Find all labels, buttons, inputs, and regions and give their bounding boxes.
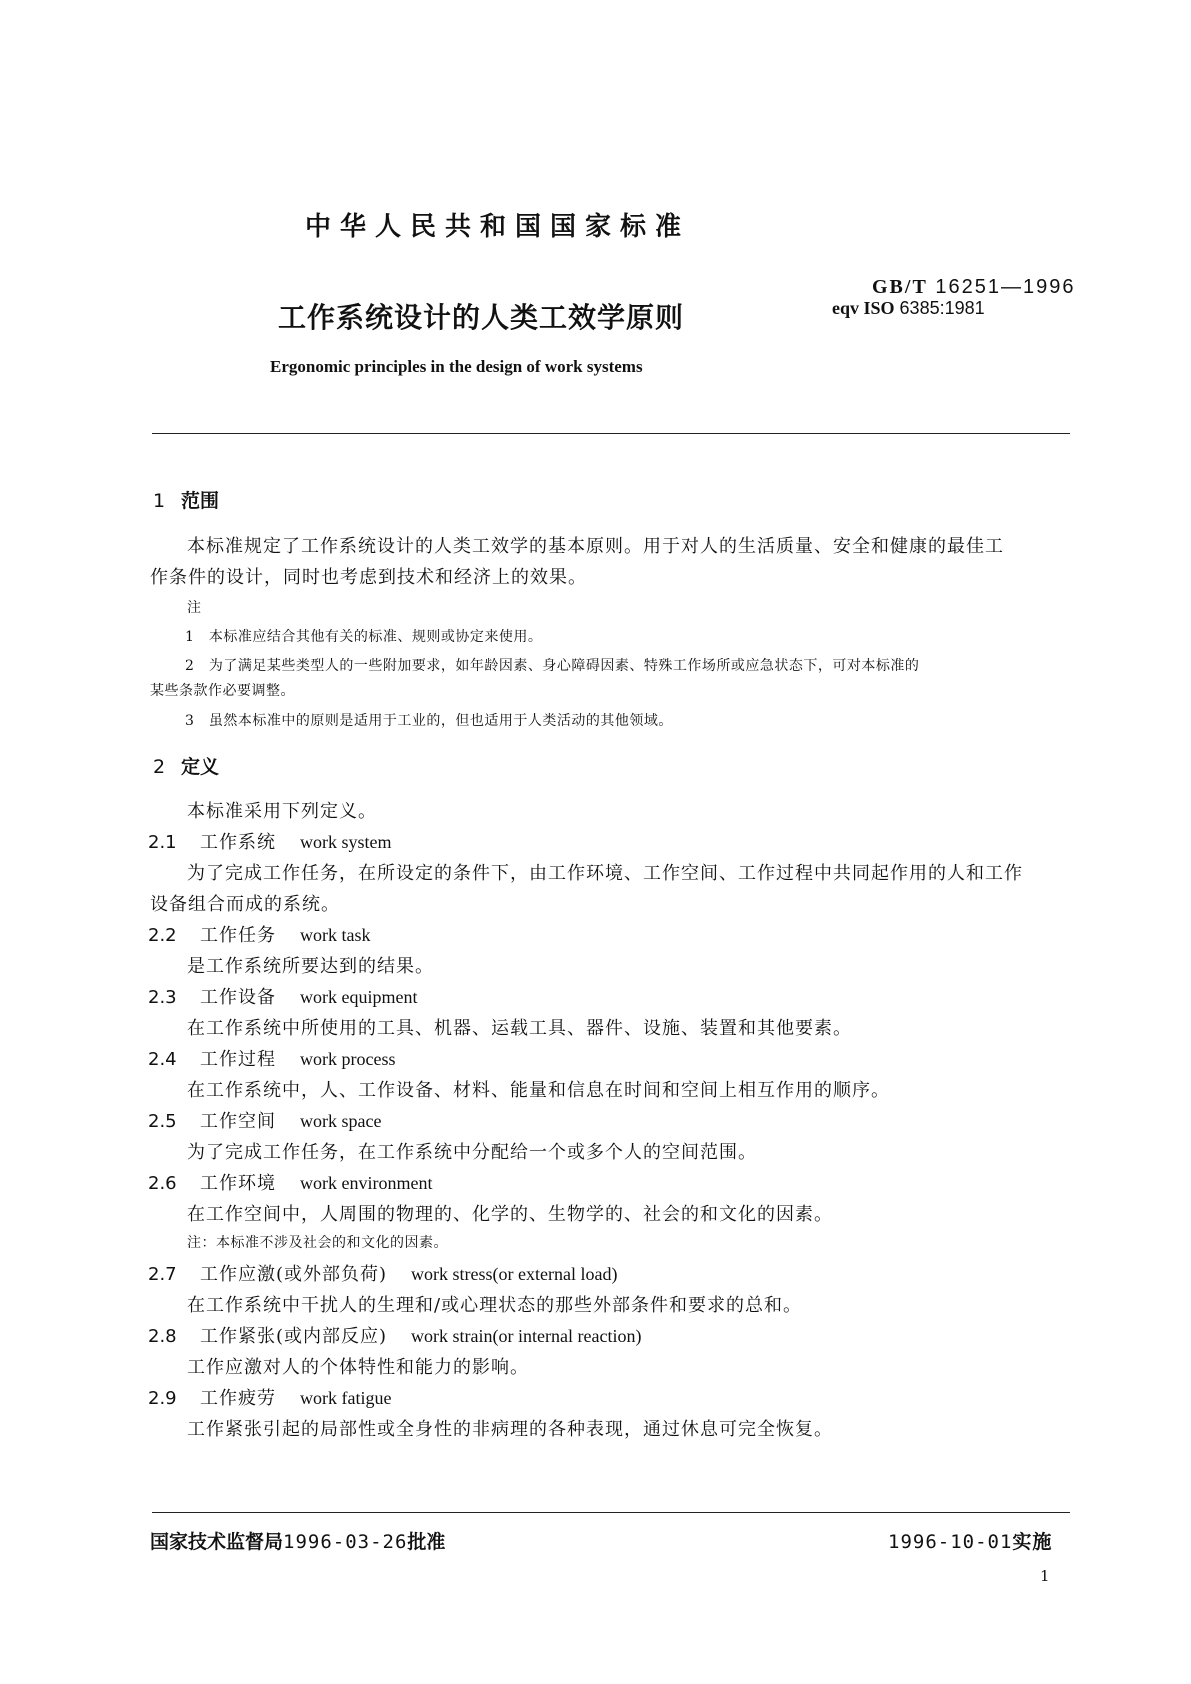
definition-note: 注：本标准不涉及社会的和文化的因素。 bbox=[187, 1235, 448, 1251]
definition-number: 2.9 bbox=[148, 1388, 177, 1409]
definition-term-zh: 工作系统 bbox=[200, 832, 276, 853]
definition-term bbox=[148, 983, 417, 1009]
definition-text: 设备组合而成的系统。 bbox=[150, 894, 340, 915]
definition-term-en: work environment bbox=[300, 1173, 433, 1193]
scope-paragraph-line: 本标准规定了工作系统设计的人类工效学的基本原则。用于对人的生活质量、安全和健康的最佳工 bbox=[187, 536, 1004, 557]
definition-term-zh: 工作应激(或外部负荷) bbox=[200, 1264, 388, 1285]
definition-term bbox=[148, 1107, 381, 1133]
note-item-continued: 某些条款作必要调整。 bbox=[150, 683, 295, 699]
equivalent-standard bbox=[832, 298, 985, 319]
approval-organization: 国家技术监督局 bbox=[150, 1531, 284, 1553]
definition-term-zh: 工作环境 bbox=[200, 1173, 276, 1194]
definition-number: 2.1 bbox=[148, 832, 177, 853]
definition-term bbox=[148, 1384, 391, 1410]
definition-term bbox=[148, 1260, 617, 1286]
standard-number bbox=[872, 276, 1075, 299]
definition-term-zh: 工作任务 bbox=[200, 925, 276, 946]
definition-term-zh: 工作空间 bbox=[200, 1111, 276, 1132]
section-1-heading bbox=[153, 486, 219, 513]
section-title: 定义 bbox=[181, 756, 220, 778]
scope-paragraph-line: 作条件的设计，同时也考虑到技术和经济上的效果。 bbox=[150, 567, 587, 588]
definition-term bbox=[148, 921, 371, 947]
national-standard-heading: 中华人民共和国国家标准 bbox=[305, 212, 691, 242]
implementation-label: 实施 bbox=[1012, 1531, 1053, 1553]
definition-term-en: work system bbox=[300, 832, 392, 852]
definition-term-zh: 工作设备 bbox=[200, 987, 276, 1008]
definitions-intro: 本标准采用下列定义。 bbox=[187, 801, 377, 822]
definition-text: 为了完成工作任务，在工作系统中分配给一个或多个人的空间范围。 bbox=[187, 1142, 757, 1163]
definition-number: 2.6 bbox=[148, 1173, 177, 1194]
definition-term-en: work task bbox=[300, 925, 371, 945]
section-title: 范围 bbox=[181, 490, 220, 512]
note-item: 2 为了满足某些类型人的一些附加要求，如年龄因素、身心障碍因素、特殊工作场所或应急状态下，可对本标准的 bbox=[185, 658, 920, 674]
implementation-info bbox=[888, 1527, 1052, 1554]
section-number: 1 bbox=[153, 490, 166, 512]
definition-number: 2.8 bbox=[148, 1326, 177, 1347]
definition-term-zh: 工作疲劳 bbox=[200, 1388, 276, 1409]
section-2-heading bbox=[153, 752, 219, 779]
definition-text: 在工作系统中，人、工作设备、材料、能量和信息在时间和空间上相互作用的顺序。 bbox=[187, 1080, 890, 1101]
note-item: 1 本标准应结合其他有关的标准、规则或协定来使用。 bbox=[185, 629, 543, 645]
section-number: 2 bbox=[153, 756, 166, 778]
definition-text: 工作紧张引起的局部性或全身性的非病理的各种表现，通过休息可完全恢复。 bbox=[187, 1419, 833, 1440]
definition-term-en: work equipment bbox=[300, 987, 418, 1007]
definition-term-zh: 工作过程 bbox=[200, 1049, 276, 1070]
implementation-date: 1996-10-01 bbox=[888, 1531, 1013, 1553]
definition-term bbox=[148, 828, 392, 854]
approval-label: 批准 bbox=[407, 1531, 446, 1553]
document-title: 工作系统设计的人类工效学原则 bbox=[278, 301, 685, 334]
equivalent-prefix: eqv ISO bbox=[832, 298, 895, 318]
note-label: 注 bbox=[187, 600, 202, 616]
definition-text: 是工作系统所要达到的结果。 bbox=[187, 956, 434, 977]
page-number: 1 bbox=[1040, 1567, 1050, 1585]
definition-text: 在工作系统中所使用的工具、机器、运载工具、器件、设施、装置和其他要素。 bbox=[187, 1018, 852, 1039]
definition-term-en: work fatigue bbox=[300, 1388, 392, 1408]
definition-term bbox=[148, 1322, 641, 1348]
approval-info bbox=[150, 1527, 445, 1554]
standard-number-value: 16251—1996 bbox=[935, 276, 1076, 298]
definition-number: 2.7 bbox=[148, 1264, 177, 1285]
definition-term-en: work process bbox=[300, 1049, 396, 1069]
definition-term bbox=[148, 1045, 395, 1071]
definition-number: 2.2 bbox=[148, 925, 177, 946]
definition-text: 为了完成工作任务，在所设定的条件下，由工作环境、工作空间、工作过程中共同起作用的人和工作 bbox=[187, 863, 1023, 884]
definition-number: 2.5 bbox=[148, 1111, 177, 1132]
definition-text: 在工作空间中，人周围的物理的、化学的、生物学的、社会的和文化的因素。 bbox=[187, 1204, 833, 1225]
definition-text: 在工作系统中干扰人的生理和/或心理状态的那些外部条件和要求的总和。 bbox=[187, 1295, 803, 1316]
approval-date: 1996-03-26 bbox=[283, 1531, 408, 1553]
definition-term-en: work space bbox=[300, 1111, 382, 1131]
definition-term bbox=[148, 1169, 432, 1195]
definition-number: 2.3 bbox=[148, 987, 177, 1008]
footer-divider bbox=[152, 1512, 1070, 1513]
definition-term-zh: 工作紧张(或内部反应) bbox=[200, 1326, 388, 1347]
standard-number-prefix: GB/T bbox=[872, 276, 928, 298]
definition-term-en: work strain(or internal reaction) bbox=[411, 1326, 642, 1346]
equivalent-number: 6385:1981 bbox=[899, 298, 985, 318]
header-divider bbox=[152, 433, 1070, 434]
definition-number: 2.4 bbox=[148, 1049, 177, 1070]
definition-term-en: work stress(or external load) bbox=[411, 1264, 618, 1284]
document-title-english: Ergonomic principles in the design of work systems bbox=[270, 357, 643, 376]
definition-text: 工作应激对人的个体特性和能力的影响。 bbox=[187, 1357, 529, 1378]
note-item: 3 虽然本标准中的原则是适用于工业的，但也适用于人类活动的其他领域。 bbox=[185, 713, 673, 729]
